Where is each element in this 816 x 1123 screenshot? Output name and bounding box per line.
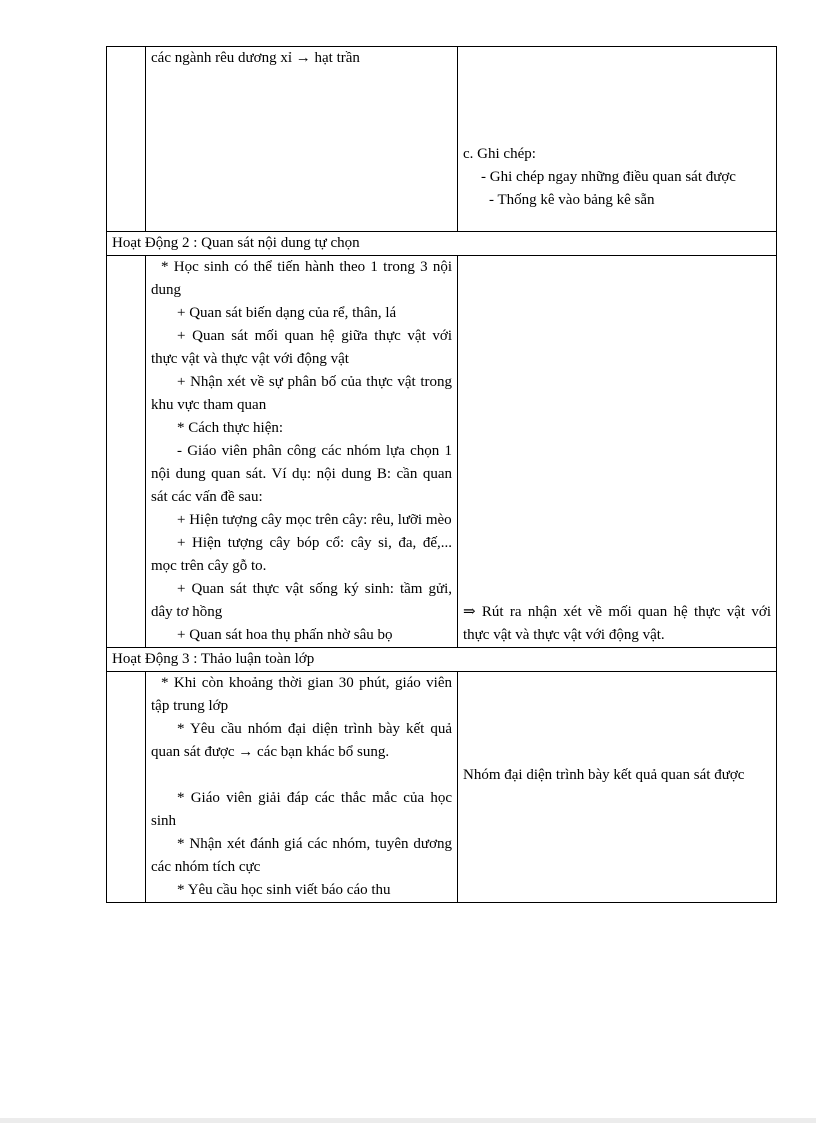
paragraph: c. Ghi chép: [463, 146, 536, 162]
blank-cell [107, 672, 146, 903]
student-activity-cell [458, 47, 777, 232]
paragraph: - Giáo viên phân công các nhóm lựa chọn 1 nội dung quan sát. Ví dụ: nội dung B: cần quan sát các vấn đề sau: [151, 443, 452, 505]
paragraph: + Quan sát biến dạng của rể, thân, lá [177, 305, 397, 321]
paragraph: + Hiện tượng cây mọc trên cây: rêu, lưỡi mèo [177, 512, 452, 528]
table-row [107, 256, 777, 648]
teacher-activity-cell [146, 672, 458, 903]
lesson-plan-table [106, 46, 777, 903]
paragraph: + Quan sát mối quan hệ giữa thực vật với thực vật và thực vật với động vật [151, 328, 452, 367]
section-title: Hoạt Động 3 : Thảo luận toàn lớp [107, 648, 777, 672]
student-activity-cell [458, 256, 777, 648]
paragraph: * Khi còn khoảng thời gian 30 phút, giáo viên tập trung lớp [151, 675, 452, 714]
table-row [107, 672, 777, 903]
paragraph: + Quan sát hoa thụ phấn nhờ sâu bọ [177, 627, 393, 643]
paragraph: ⇒ Rút ra nhận xét về mối quan hệ thực vật với thực vật và thực vật với động vật. [463, 604, 771, 643]
teacher-activity-cell [146, 256, 458, 648]
paragraph: * Giáo viên giải đáp các thắc mắc của học sinh [151, 790, 452, 829]
blank-cell [107, 47, 146, 232]
section-header-row [107, 648, 777, 672]
paragraph: * Nhận xét đánh giá các nhóm, tuyên dương các nhóm tích cực [151, 836, 452, 875]
section-title: Hoạt Động 2 : Quan sát nội dung tự chọn [107, 232, 777, 256]
page-edge [0, 1118, 816, 1123]
paragraph: - Thống kê vào bảng kê sẵn [489, 192, 655, 208]
teacher-activity-cell [146, 47, 458, 232]
paragraph: - Ghi chép ngay những điều quan sát được [481, 169, 736, 185]
paragraph: * Yêu cầu học sinh viết báo cáo thu [177, 882, 391, 898]
blank-cell [107, 256, 146, 648]
paragraph: * Học sinh có thể tiến hành theo 1 trong 3 nội dung [151, 259, 452, 298]
table-row [107, 47, 777, 232]
paragraph: + Quan sát thực vật sống ký sinh: tầm gửi, dây tơ hồng [151, 581, 452, 620]
spacer [151, 764, 452, 787]
paragraph: Nhóm đại diện trình bày kết quả quan sát được [463, 767, 745, 783]
paragraph: + Nhận xét về sự phân bố của thực vật trong khu vực tham quan [151, 374, 452, 413]
paragraph: các ngành rêu dương xỉ → hạt trần [151, 50, 360, 66]
paragraph: * Cách thực hiện: [177, 420, 284, 436]
paragraph: + Hiện tượng cây bóp cổ: cây si, đa, đế,... mọc trên cây gỗ to. [151, 535, 452, 574]
paragraph: * Yêu cầu nhóm đại diện trình bày kết quả quan sát được → các bạn khác bổ sung. [151, 721, 452, 760]
section-header-row [107, 232, 777, 256]
student-activity-cell [458, 672, 777, 903]
